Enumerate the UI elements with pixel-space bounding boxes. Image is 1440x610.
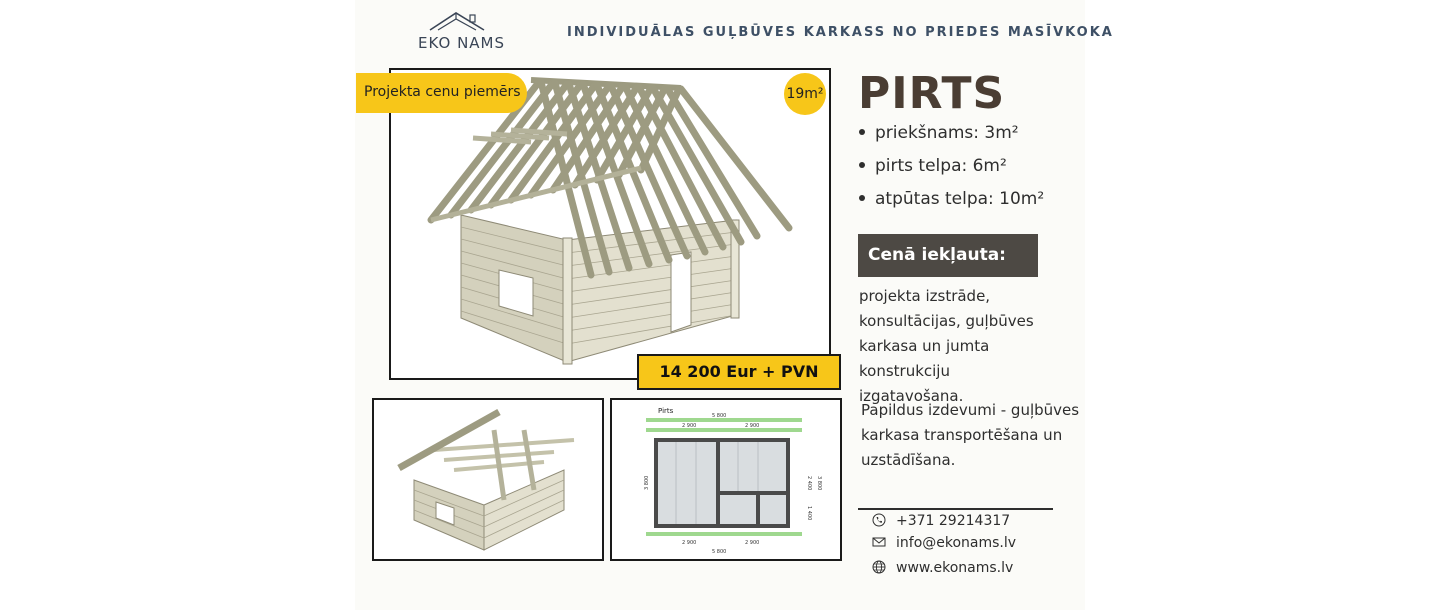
phone-icon — [872, 513, 886, 527]
included-text: projekta izstrāde, konsultācijas, guļbūves karkasa un jumta konstrukciju izgatavošana. — [859, 287, 1034, 405]
dim-top-total: 5 800 — [712, 413, 727, 419]
mail-icon — [872, 535, 886, 549]
logo-text: EKO NAMS — [418, 34, 506, 52]
contact-email[interactable]: info@ekonams.lv — [872, 535, 1016, 557]
floor-plan-label: Pirts — [658, 407, 674, 415]
globe-icon — [872, 560, 886, 574]
dim-bottom-right: 2 900 — [745, 540, 760, 546]
dim-bottom-left: 2 900 — [682, 540, 697, 546]
dim-top-left: 2 900 — [682, 423, 697, 429]
eko-nams-logo — [412, 10, 512, 50]
log-cabin-render — [391, 70, 829, 378]
log-frame-render — [374, 400, 602, 559]
dim-right-height: 3 800 — [816, 476, 822, 491]
contact-website[interactable]: www.ekonams.lv — [872, 560, 1013, 582]
house-roof-icon — [426, 10, 496, 34]
extra-costs-text: Papildus izdevumi - guļbūves karkasa transportēšana un uzstādīšana. — [861, 401, 1080, 469]
floor-plan-drawing — [612, 400, 840, 559]
room-item: priekšnams: 3m² — [858, 122, 1044, 155]
price-example-badge: Projekta cenu piemērs — [356, 73, 527, 113]
contact-phone[interactable]: +371 29214317 — [872, 513, 1010, 535]
dim-bottom-total: 5 800 — [712, 549, 727, 555]
contact-divider — [858, 508, 1053, 510]
tagline: INDIVIDUĀLAS GUĻBŪVES KARKASS NO PRIEDES MASĪVKOKA — [567, 25, 1114, 40]
main-render-image — [389, 68, 831, 380]
bullet-icon — [859, 195, 865, 201]
area-badge: 19m² — [784, 73, 826, 115]
dim-right-lower: 1 400 — [806, 506, 812, 521]
room-list — [858, 122, 1044, 221]
included-heading: Cenā iekļauta: — [858, 234, 1038, 277]
floor-plan-thumbnail — [610, 398, 842, 561]
dim-right-upper: 2 400 — [806, 476, 812, 491]
bullet-icon — [859, 129, 865, 135]
product-title: PIRTS — [858, 68, 1006, 119]
bullet-icon — [859, 162, 865, 168]
room-item: pirts telpa: 6m² — [858, 155, 1044, 188]
frame-render-thumbnail — [372, 398, 604, 561]
room-item: atpūtas telpa: 10m² — [858, 188, 1044, 221]
dim-left-height: 3 800 — [644, 475, 650, 490]
dim-top-right: 2 900 — [745, 423, 760, 429]
price-label: 14 200 Eur + PVN — [637, 354, 841, 390]
